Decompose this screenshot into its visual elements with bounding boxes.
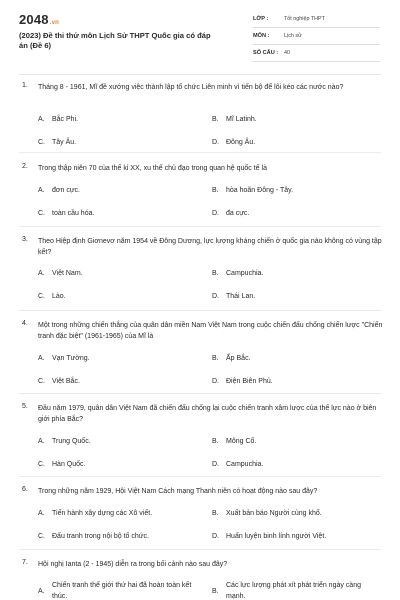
question-number: 3. bbox=[22, 236, 28, 243]
option-text: Vạn Tường. bbox=[52, 355, 90, 362]
question-number: 4. bbox=[22, 320, 28, 327]
question-text: Tháng 8 - 1961, Mĩ đề xướng việc thành lập tổ chức Liên minh vì tiến bộ để lôi kéo các nước nào? bbox=[38, 84, 344, 91]
option-letter: C. bbox=[38, 210, 45, 217]
option-text: Tây Âu. bbox=[52, 139, 77, 146]
option-letter: C. bbox=[38, 139, 45, 146]
info-value: Lịch sử bbox=[284, 33, 302, 39]
option-letter: D. bbox=[212, 461, 219, 468]
option-text: Mĩ Latinh. bbox=[226, 116, 257, 123]
option-letter: B. bbox=[212, 438, 219, 445]
option-text: đa cực. bbox=[226, 210, 250, 217]
question-divider bbox=[19, 549, 381, 550]
info-row-class bbox=[253, 13, 380, 28]
header-divider bbox=[19, 74, 381, 75]
option-letter: C. bbox=[38, 293, 45, 300]
option-letter: B. bbox=[212, 116, 219, 123]
option-letter: A. bbox=[38, 270, 45, 277]
question-text: Trong những năm 1929, Hội Việt Nam Cách mạng Thanh niên có hoạt động nào sau đây? bbox=[38, 488, 318, 495]
option-text: Mông Cổ. bbox=[226, 438, 257, 445]
option-letter: B. bbox=[212, 270, 219, 277]
option-text: đơn cực. bbox=[52, 187, 80, 194]
option-letter: A. bbox=[38, 116, 45, 123]
question-divider bbox=[19, 152, 381, 153]
option-letter: A. bbox=[38, 187, 45, 194]
option-letter: D. bbox=[212, 210, 219, 217]
option-letter: C. bbox=[38, 461, 45, 468]
option-letter: B. bbox=[212, 588, 219, 595]
option-letter: C. bbox=[38, 378, 45, 385]
option-text: Xuất bản báo Người cùng khổ. bbox=[226, 510, 322, 517]
question-divider bbox=[19, 393, 381, 394]
question-number: 1. bbox=[22, 82, 28, 89]
option-letter: C. bbox=[38, 533, 45, 540]
info-row-subject bbox=[253, 30, 380, 45]
option-text: Chiến tranh thế giới thứ hai đã hoàn toàn kết thúc. bbox=[52, 582, 192, 600]
option-text: Campuchia. bbox=[226, 270, 264, 277]
option-letter: B. bbox=[212, 355, 219, 362]
logo-text: 2048 bbox=[19, 12, 49, 27]
option-letter: D. bbox=[212, 533, 219, 540]
option-text: Đông Âu. bbox=[226, 139, 256, 146]
option-text: Lào. bbox=[52, 293, 66, 300]
option-text: Huấn luyện binh lính người Việt. bbox=[226, 533, 327, 540]
question-divider bbox=[19, 226, 381, 227]
option-text: Bắc Phi. bbox=[52, 116, 79, 123]
option-letter: A. bbox=[38, 355, 45, 362]
exam-title: (2023) Đề thi thử môn Lịch Sử THPT Quốc gia có đáp án (Đề 6) bbox=[19, 31, 211, 50]
page-header bbox=[0, 0, 400, 72]
option-text: Campuchia. bbox=[226, 461, 264, 468]
question-divider bbox=[19, 310, 381, 311]
option-text: Việt Nam. bbox=[52, 270, 83, 277]
option-text: Ấp Bắc. bbox=[226, 355, 251, 362]
option-letter: D. bbox=[212, 293, 219, 300]
question-text: Đầu năm 1979, quân dân Việt Nam đã chiến đấu chống lại cuộc chiến tranh xâm lược của thế lực nào ở biên giới phía Bắc? bbox=[38, 405, 377, 423]
option-letter: A. bbox=[38, 588, 45, 595]
question-divider bbox=[19, 476, 381, 477]
option-text: Đấu tranh trong nội bộ tổ chức. bbox=[52, 533, 149, 540]
option-text: Các lực lượng phát xít phát triển ngày càng mạnh. bbox=[226, 582, 361, 600]
option-letter: A. bbox=[38, 438, 45, 445]
question-number: 7. bbox=[22, 559, 28, 566]
info-key: MÔN : bbox=[253, 33, 270, 39]
question-text: Một trong những chiến thắng của quân dân miền Nam Việt Nam trong cuộc chiến đấu chống chiến lược "Chiến tranh đặc biệt" (1961-1965) của Mĩ là bbox=[38, 322, 383, 340]
option-text: toàn cầu hóa. bbox=[52, 210, 95, 217]
option-text: Tiến hành xây dựng các Xô viết. bbox=[52, 510, 153, 517]
info-value: Tốt nghiệp THPT bbox=[284, 16, 325, 22]
option-letter: B. bbox=[212, 187, 219, 194]
question-number: 5. bbox=[22, 403, 28, 410]
question-text: Theo Hiệp định Giơnevơ năm 1954 về Đông Dương, lực lượng kháng chiến ở quốc gia nào không có vùng tập kết? bbox=[38, 238, 382, 256]
option-letter: A. bbox=[38, 510, 45, 517]
info-value: 40 bbox=[284, 50, 290, 56]
option-text: Điện Biên Phủ. bbox=[226, 378, 273, 385]
option-letter: D. bbox=[212, 139, 219, 146]
question-number: 2. bbox=[22, 163, 28, 170]
question-text: Hội nghị Ianta (2 - 1945) diễn ra trong bối cảnh nào sau đây? bbox=[38, 561, 228, 568]
option-text: hòa hoãn Đông - Tây. bbox=[226, 187, 294, 194]
option-letter: D. bbox=[212, 378, 219, 385]
info-key: LỚP : bbox=[253, 16, 269, 22]
question-text: Trong thập niên 70 của thế kỉ XX, xu thế chủ đạo trong quan hệ quốc tế là bbox=[38, 165, 267, 172]
info-key: SỐ CÂU : bbox=[253, 50, 279, 56]
logo-suffix: .vn bbox=[49, 20, 60, 26]
question-number: 6. bbox=[22, 486, 28, 493]
option-text: Hàn Quốc. bbox=[52, 461, 86, 468]
option-text: Trung Quốc. bbox=[52, 438, 91, 445]
option-text: Thái Lan. bbox=[226, 293, 256, 300]
site-logo[interactable] bbox=[19, 12, 59, 27]
option-text: Việt Bắc. bbox=[52, 378, 80, 385]
info-row-count bbox=[253, 47, 380, 62]
option-letter: B. bbox=[212, 510, 219, 517]
